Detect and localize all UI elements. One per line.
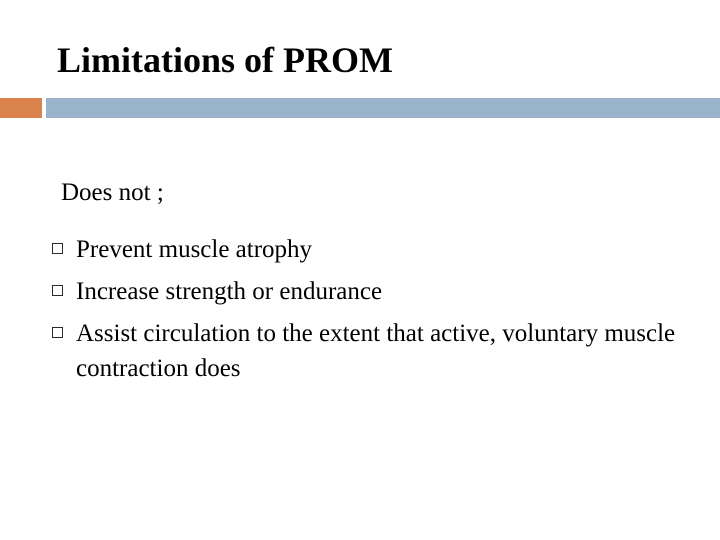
slide-title: Limitations of PROM: [57, 40, 393, 80]
bullet-item-prevent-atrophy: [52, 232, 692, 267]
hollow-square-bullet-icon: [52, 243, 63, 254]
hollow-square-bullet-icon: [52, 285, 63, 296]
title-accent-bar-orange: [0, 98, 42, 118]
intro-text: Does not ;: [61, 179, 164, 206]
bullet-item-assist-circulation: [52, 316, 692, 386]
hollow-square-bullet-icon: [52, 327, 63, 338]
bullet-text: Assist circulation to the extent that active, voluntary muscle contraction does: [76, 320, 676, 382]
title-accent-bar-blue: [46, 98, 720, 118]
bullet-item-increase-strength: [52, 274, 692, 309]
bullet-text: Increase strength or endurance: [76, 278, 383, 305]
bullet-text: Prevent muscle atrophy: [76, 236, 313, 263]
bullet-list: [52, 232, 692, 386]
